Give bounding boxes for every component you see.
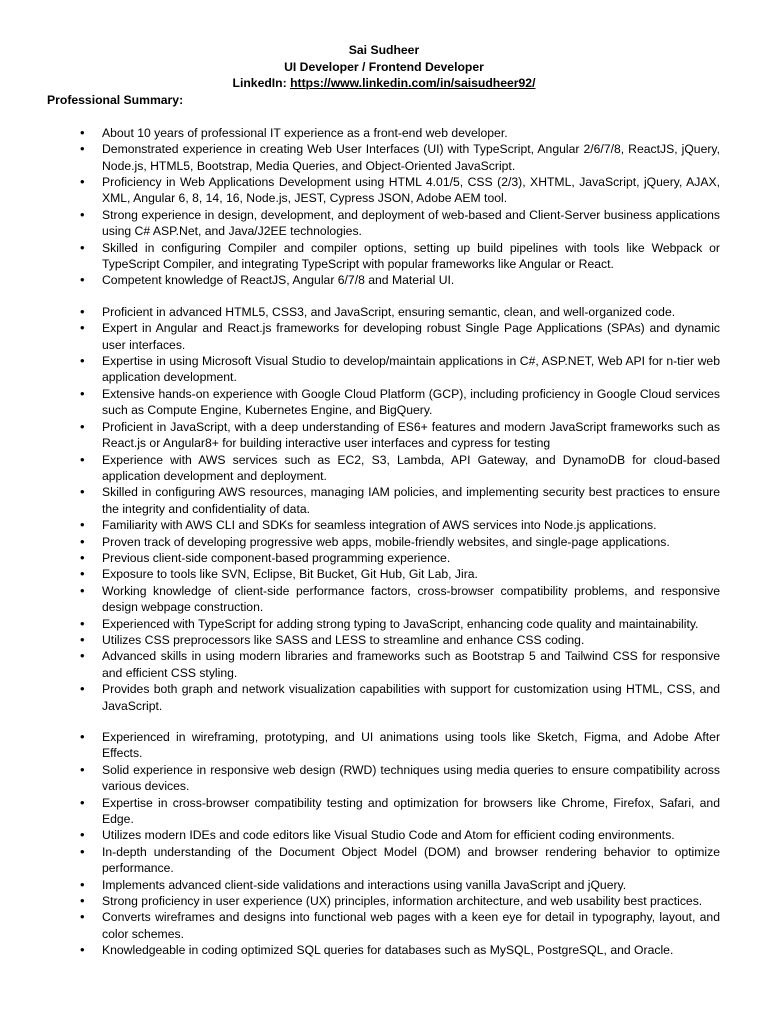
- summary-bullet-list: [47, 304, 720, 714]
- summary-bullet-item: • Knowledgeable in coding optimized SQL queries for databases such as MySQL, PostgreSQL, and Oracle.: [102, 942, 720, 958]
- summary-bullet-item: • Expertise in using Microsoft Visual Studio to develop/maintain applications in C#, ASP.NET, Web API for n-tier web application development.: [102, 353, 720, 386]
- summary-bullet-item: • Proven track of developing progressive web apps, mobile-friendly websites, and single-page applications.: [102, 534, 720, 550]
- summary-bullet-item: • Working knowledge of client-side performance factors, cross-browser compatibility problems, and responsive design webpage construction.: [102, 583, 720, 616]
- summary-bullet-item: • Proficiency in Web Applications Development using HTML 4.01/5, CSS (2/3), XHTML, JavaScript, jQuery, AJAX, XML, Angular 6, 8, 14, 16, Node.js, JEST, Cypress JSON, Adobe AEM tool.: [102, 174, 720, 207]
- summary-bullet-item: • Strong experience in design, development, and deployment of web-based and Client-Server business applications using C# ASP.Net, and Java/J2EE technologies.: [102, 207, 720, 240]
- summary-bullet-item: • Experienced with TypeScript for adding strong typing to JavaScript, enhancing code quality and maintainability.: [102, 616, 720, 632]
- summary-bullet-list: [47, 729, 720, 959]
- summary-bullet-item: • Utilizes modern IDEs and code editors like Visual Studio Code and Atom for efficient coding environments.: [102, 827, 720, 843]
- summary-bullet-item: • Provides both graph and network visualization capabilities with support for customization using HTML, CSS, and JavaScript.: [102, 681, 720, 714]
- summary-bullet-item: • Expert in Angular and React.js frameworks for developing robust Single Page Applications (SPAs) and dynamic user interfaces.: [102, 320, 720, 353]
- summary-bullet-item: • Strong proficiency in user experience (UX) principles, information architecture, and web usability best practices.: [102, 893, 720, 909]
- section-heading-professional-summary: Professional Summary:: [47, 92, 184, 107]
- summary-bullet-item: • Proficient in advanced HTML5, CSS3, and JavaScript, ensuring semantic, clean, and well-organized code.: [102, 304, 720, 320]
- summary-bullet-item: • Experienced in wireframing, prototyping, and UI animations using tools like Sketch, Figma, and Adobe After Effects.: [102, 729, 720, 762]
- summary-bullet-item: • Utilizes CSS preprocessors like SASS and LESS to streamline and enhance CSS coding.: [102, 632, 720, 648]
- summary-bullet-item: • Proficient in JavaScript, with a deep understanding of ES6+ features and modern JavaScript frameworks such as React.js or Angular8+ for building interactive user interfaces and cypress for testing: [102, 419, 720, 452]
- summary-bullet-item: • Advanced skills in using modern libraries and frameworks such as Bootstrap 5 and Tailwind CSS for responsive and efficient CSS styling.: [102, 648, 720, 681]
- linkedin-link[interactable]: https://www.linkedin.com/in/saisudheer92/: [290, 76, 536, 91]
- candidate-name: Sai Sudheer: [348, 43, 420, 57]
- summary-bullet-item: • Skilled in configuring AWS resources, managing IAM policies, and implementing security best practices to ensure the integrity and confidentiality of data.: [102, 484, 720, 517]
- summary-bullet-item: • Exposure to tools like SVN, Eclipse, Bit Bucket, Git Hub, Git Lab, Jira.: [102, 566, 720, 582]
- linkedin-line: [47, 75, 721, 92]
- summary-bullet-list: [47, 125, 720, 289]
- summary-bullet-item: • Solid experience in responsive web design (RWD) techniques using media queries to ensure compatibility across various devices.: [102, 762, 720, 795]
- summary-bullet-groups: [47, 125, 721, 959]
- summary-bullet-item: • Experience with AWS services such as EC2, S3, Lambda, API Gateway, and DynamoDB for cloud-based application development and deployment.: [102, 452, 720, 485]
- summary-bullet-item: • Converts wireframes and designs into functional web pages with a keen eye for detail in typography, layout, and color schemes.: [102, 909, 720, 942]
- summary-bullet-item: • Familiarity with AWS CLI and SDKs for seamless integration of AWS services into Node.js applications.: [102, 517, 720, 533]
- summary-bullet-item: • Expertise in cross-browser compatibility testing and optimization for browsers like Chrome, Firefox, Safari, and Edge.: [102, 795, 720, 828]
- summary-bullet-item: • Skilled in configuring Compiler and compiler options, setting up build pipelines with tools like Webpack or TypeScript Compiler, and integrating TypeScript with popular frameworks like Angular or React.: [102, 240, 720, 273]
- summary-bullet-item: • In-depth understanding of the Document Object Model (DOM) and browser rendering behavior to optimize performance.: [102, 844, 720, 877]
- summary-bullet-item: • Implements advanced client-side validations and interactions using vanilla JavaScript and jQuery.: [102, 877, 720, 893]
- summary-bullet-item: • Demonstrated experience in creating Web User Interfaces (UI) with TypeScript, Angular 2/6/7/8, ReactJS, jQuery, Node.js, HTML5, Bootstrap, Media Queries, and Object-Oriented JavaScript.: [102, 141, 720, 174]
- candidate-title: UI Developer / Frontend Developer: [284, 59, 484, 74]
- summary-bullet-item: • About 10 years of professional IT experience as a front-end web developer.: [102, 125, 720, 141]
- summary-bullet-item: • Extensive hands-on experience with Google Cloud Platform (GCP), including proficiency in Google Cloud services such as Compute Engine, Kubernetes Engine, and BigQuery.: [102, 386, 720, 419]
- summary-bullet-item: • Competent knowledge of ReactJS, Angular 6/7/8 and Material UI.: [102, 272, 720, 288]
- linkedin-label: LinkedIn:: [232, 76, 291, 91]
- resume-header: [47, 42, 721, 92]
- summary-bullet-item: • Previous client-side component-based programming experience.: [102, 550, 720, 566]
